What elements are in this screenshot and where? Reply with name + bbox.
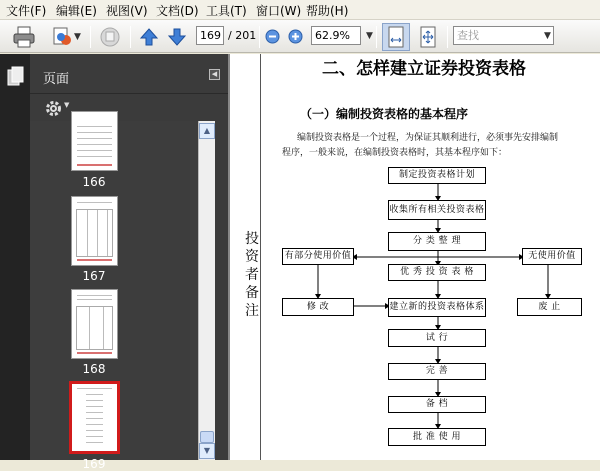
flow-step-establish: 建立新的投资表格体系 bbox=[388, 298, 486, 317]
zoom-in-button[interactable] bbox=[287, 28, 303, 44]
chevron-down-icon: ▼ bbox=[74, 32, 81, 42]
zoom-out-button[interactable] bbox=[264, 28, 280, 44]
collapse-panel-button[interactable] bbox=[209, 69, 220, 80]
scroll-thumb[interactable] bbox=[200, 431, 214, 443]
page-thumbnail-169[interactable] bbox=[69, 381, 120, 454]
share-icon bbox=[51, 26, 75, 48]
panel-edge bbox=[215, 121, 228, 460]
menu-window[interactable]: 窗口(W) bbox=[256, 4, 302, 18]
toolbar bbox=[0, 20, 600, 53]
document-view[interactable] bbox=[230, 54, 600, 460]
document-paragraph-line: 编制投资表格是一个过程，为保证其顺利进行，必须事先安排编制 bbox=[297, 133, 559, 143]
page-thumbnail-166[interactable] bbox=[71, 111, 118, 171]
thumbnail-label: 166 bbox=[82, 175, 106, 189]
document-paragraph-line: 程序，一般来说，在编制投资表格时，其基本程序如下： bbox=[282, 148, 508, 158]
fit-width-icon bbox=[386, 26, 406, 48]
zoom-in-icon bbox=[288, 29, 303, 44]
flow-step-partial-value: 有部分使用价值 bbox=[282, 248, 354, 265]
flow-step-discard: 废 止 bbox=[517, 298, 582, 316]
panel-title: 页面 bbox=[43, 72, 70, 87]
scroll-down-button[interactable]: ▼ bbox=[199, 443, 215, 459]
flow-step-perfect: 完 善 bbox=[388, 363, 486, 380]
total-pages-label: / 201 bbox=[228, 29, 257, 42]
menu-view[interactable]: 视图(V) bbox=[106, 4, 148, 18]
thumbnail-label: 167 bbox=[82, 269, 106, 283]
page-thumbnail-168[interactable] bbox=[71, 289, 118, 359]
scroll-up-button[interactable]: ▲ bbox=[199, 123, 215, 139]
thumbnail-label: 169 bbox=[82, 457, 106, 471]
next-page-button[interactable] bbox=[165, 25, 189, 49]
gear-icon bbox=[45, 100, 62, 117]
menu-tools[interactable]: 工具(T) bbox=[206, 4, 247, 18]
thumbnail-label: 168 bbox=[82, 362, 106, 376]
menu-help[interactable]: 帮助(H) bbox=[306, 4, 349, 18]
flow-step-trial: 试 行 bbox=[388, 329, 486, 347]
arrow-up-icon bbox=[139, 27, 159, 47]
comment-button[interactable] bbox=[96, 24, 124, 50]
menu-edit[interactable]: 编辑(E) bbox=[56, 4, 97, 18]
pages-icon bbox=[7, 66, 24, 86]
pages-tab[interactable] bbox=[7, 66, 24, 86]
comment-icon bbox=[99, 26, 121, 48]
navigation-panel bbox=[0, 54, 228, 471]
flow-step-plan: 制定投资表格计划 bbox=[388, 167, 486, 184]
print-button[interactable] bbox=[10, 24, 38, 50]
panel-tab-strip bbox=[0, 54, 30, 460]
search-dropdown-chevron-icon[interactable]: ▼ bbox=[544, 31, 551, 41]
zoom-level-select[interactable]: 62.9% bbox=[311, 26, 361, 45]
menu-document[interactable]: 文档(D) bbox=[156, 4, 199, 18]
fit-width-button[interactable] bbox=[382, 23, 410, 51]
thumbnail-list bbox=[30, 121, 198, 471]
thumbnail-scrollbar[interactable] bbox=[198, 121, 215, 460]
page-number-input[interactable]: 169 bbox=[196, 26, 224, 45]
flow-step-collect: 收集所有相关投资表格 bbox=[388, 200, 486, 220]
flow-step-excellent: 优 秀 投 资 表 格 bbox=[388, 264, 486, 281]
chevron-left-icon: ◀ bbox=[211, 70, 218, 78]
zoom-out-icon bbox=[265, 29, 280, 44]
side-note: 投资者备注 bbox=[245, 231, 259, 319]
arrow-down-icon bbox=[167, 27, 187, 47]
search-input[interactable]: 查找 bbox=[453, 26, 554, 45]
flow-step-approve: 批 准 使 用 bbox=[388, 428, 486, 446]
chevron-down-icon: ▼ bbox=[64, 101, 70, 109]
panel-header bbox=[30, 54, 228, 94]
flow-step-no-value: 无使用价值 bbox=[522, 248, 582, 265]
document-heading: 二、怎样建立证券投资表格 bbox=[322, 59, 526, 79]
fit-page-button[interactable] bbox=[414, 23, 442, 51]
printer-icon bbox=[12, 26, 36, 48]
zoom-dropdown-chevron-icon[interactable]: ▼ bbox=[366, 31, 373, 41]
page-thumbnail-167[interactable] bbox=[71, 196, 118, 266]
panel-options-row bbox=[30, 95, 228, 121]
fit-page-icon bbox=[418, 26, 438, 48]
flow-step-record: 备 档 bbox=[388, 396, 486, 413]
share-button[interactable] bbox=[44, 24, 82, 50]
flow-step-classify: 分 类 整 理 bbox=[388, 232, 486, 251]
flow-step-modify: 修 改 bbox=[282, 298, 354, 316]
menu-file[interactable]: 文件(F) bbox=[6, 4, 47, 18]
document-subheading: （一）编制投资表格的基本程序 bbox=[300, 107, 469, 121]
menu-bar bbox=[0, 0, 600, 20]
previous-page-button[interactable] bbox=[137, 25, 161, 49]
options-button[interactable] bbox=[45, 100, 73, 117]
